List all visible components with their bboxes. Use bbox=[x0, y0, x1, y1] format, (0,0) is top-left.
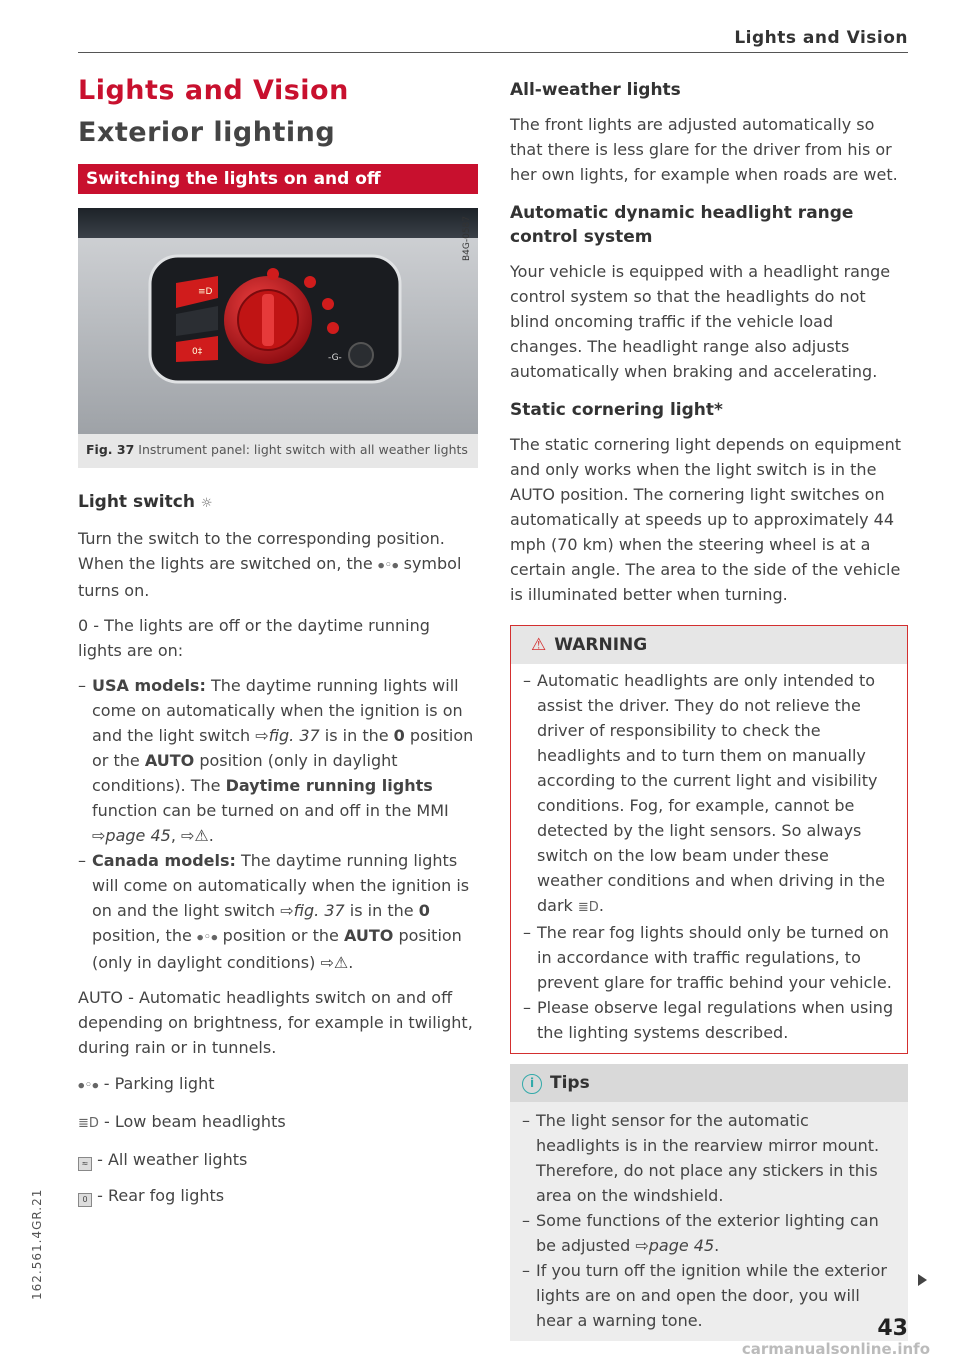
page-number: 43 bbox=[877, 1316, 908, 1341]
right-column bbox=[510, 78, 908, 1341]
cornering-light-heading: Static cornering light* bbox=[510, 400, 723, 420]
symbol-row: ≣D - Low beam headlights bbox=[78, 1109, 478, 1136]
warning-box bbox=[510, 625, 908, 1054]
svg-text:≡D: ≡D bbox=[198, 287, 213, 297]
headlight-range-heading: Automatic dynamic headlight range control system bbox=[510, 203, 854, 247]
paragraph: 0 - The lights are off or the daytime running lights are on: bbox=[78, 616, 430, 660]
tips-box bbox=[510, 1064, 908, 1341]
tips-header: i Tips bbox=[510, 1064, 908, 1102]
tip-item: – The light sensor for the automatic headlights is in the rearview mirror mount. Therefore, do not place any stickers in this area on the windshield. bbox=[522, 1108, 896, 1208]
warning-item: – The rear fog lights should only be turned on in accordance with traffic regulations, to prevent glare for traffic behind your vehicle. bbox=[523, 920, 895, 995]
svg-text:0‡: 0‡ bbox=[192, 347, 203, 357]
tip-item: – If you turn off the ignition while the exterior lights are on and open the door, you will hear a warning tone. bbox=[522, 1258, 896, 1333]
figure-37 bbox=[78, 208, 478, 468]
parking-light-icon: ⦁◦⦁ bbox=[78, 1078, 99, 1093]
symbol-row: 0 - Rear fog lights bbox=[78, 1183, 478, 1208]
warning-item: – Automatic headlights are only intended to assist the driver. They do not relieve the driver of responsibility to check the headlights and to turn them on manually according to the current light and visibility conditions. Fog, for example, cannot be detected by the light sensors. So always switch on the low beam under these weather conditions and when driving in the dark ≣D. bbox=[523, 668, 895, 920]
light-switch-illustration bbox=[78, 208, 478, 434]
warning-item: – Please observe legal regulations when using the lighting systems described. bbox=[523, 995, 895, 1045]
arrow-icon: ⇨ bbox=[255, 726, 269, 745]
warning-icon: ⚠ bbox=[194, 826, 209, 845]
paragraph: Your vehicle is equipped with a headlight range control system so that the headlights do not blind oncoming traffic if the vehicle load changes. The headlight range also adjusts automatically when braking and accelerating. bbox=[510, 262, 891, 381]
watermark: carmanualsonline.info bbox=[741, 1340, 930, 1358]
arrow-icon: ⇨ bbox=[280, 901, 294, 920]
running-head: Lights and Vision bbox=[734, 28, 908, 48]
paragraph: AUTO - Automatic headlights switch on and off depending on brightness, for example in twilight, during rain or in tunnels. bbox=[78, 988, 473, 1057]
sun-icon: ☼ bbox=[200, 496, 213, 511]
left-column bbox=[78, 74, 478, 1208]
all-weather-heading: All-weather lights bbox=[510, 80, 681, 100]
rear-fog-light-icon: 0 bbox=[78, 1193, 92, 1207]
side-code: 162.561.4GR.21 bbox=[30, 1188, 44, 1300]
figure-code: B4G-0587 bbox=[462, 216, 472, 262]
arrow-icon: ⇨ bbox=[320, 953, 334, 972]
list-item: – Canada models: The daytime running lights will come on automatically when the ignition is on and the light switch ⇨fig. 37 is in the 0 position, the ⦁◦⦁ position or the AUTO position (only in daylight conditions) ⇨⚠. bbox=[78, 848, 478, 975]
warning-icon: ⚠ bbox=[531, 635, 547, 655]
warning-header: ⚠ WARNING bbox=[511, 626, 907, 664]
light-switch-heading: Light switch ☼ bbox=[78, 490, 478, 516]
arrow-icon: ⇨ bbox=[180, 826, 195, 845]
symbol-row: ⦁◦⦁ - Parking light bbox=[78, 1071, 478, 1098]
parking-light-icon: ⦁◦⦁ bbox=[196, 930, 218, 945]
position-list bbox=[78, 673, 478, 975]
continue-arrow-icon bbox=[918, 1274, 927, 1286]
list-item: – USA models: The daytime running lights will come on automatically when the ignition is on and the light switch ⇨fig. 37 is in the 0 position or the AUTO position (only in daylight conditions). The Daytime running lights function can be turned on and off in the MMI ⇨page 45, ⇨⚠. bbox=[78, 673, 478, 848]
low-beam-icon: ≣D bbox=[577, 900, 599, 915]
arrow-icon: ⇨ bbox=[635, 1236, 649, 1255]
warning-icon: ⚠ bbox=[333, 953, 349, 972]
topic-bar: Switching the lights on and off bbox=[78, 164, 478, 194]
arrow-icon: ⇨ bbox=[92, 826, 106, 845]
figure-caption: Fig. 37 Instrument panel: light switch with all weather lights bbox=[86, 442, 468, 457]
svg-text:-G-: -G- bbox=[328, 353, 342, 363]
section-title: Lights and Vision bbox=[78, 75, 349, 106]
light-switch-image bbox=[78, 208, 478, 434]
info-icon: i bbox=[522, 1074, 542, 1094]
tip-item: – Some functions of the exterior lighting can be adjusted ⇨page 45. bbox=[522, 1208, 896, 1258]
paragraph: The front lights are adjusted automatically so that there is less glare for the driver from his or her own lights, for example when roads are wet. bbox=[510, 115, 898, 184]
symbol-row: ≈ - All weather lights bbox=[78, 1147, 478, 1172]
header-rule bbox=[78, 52, 908, 53]
low-beam-icon: ≣D bbox=[78, 1116, 99, 1131]
parking-light-icon: ⦁◦⦁ bbox=[377, 558, 399, 573]
paragraph: The static cornering light depends on equipment and only works when the light switch is in the AUTO position. The cornering light switches on automatically at speeds up to approximately 44 mph (70 km) when the steering wheel is at a certain angle. The area to the side of the vehicle is illuminated better when turning. bbox=[510, 435, 901, 604]
all-weather-light-icon: ≈ bbox=[78, 1157, 92, 1171]
chapter-title: Exterior lighting bbox=[78, 117, 336, 148]
paragraph: Turn the switch to the corresponding position. When the lights are switched on, the ⦁◦⦁ symbol turns on. bbox=[78, 529, 462, 600]
